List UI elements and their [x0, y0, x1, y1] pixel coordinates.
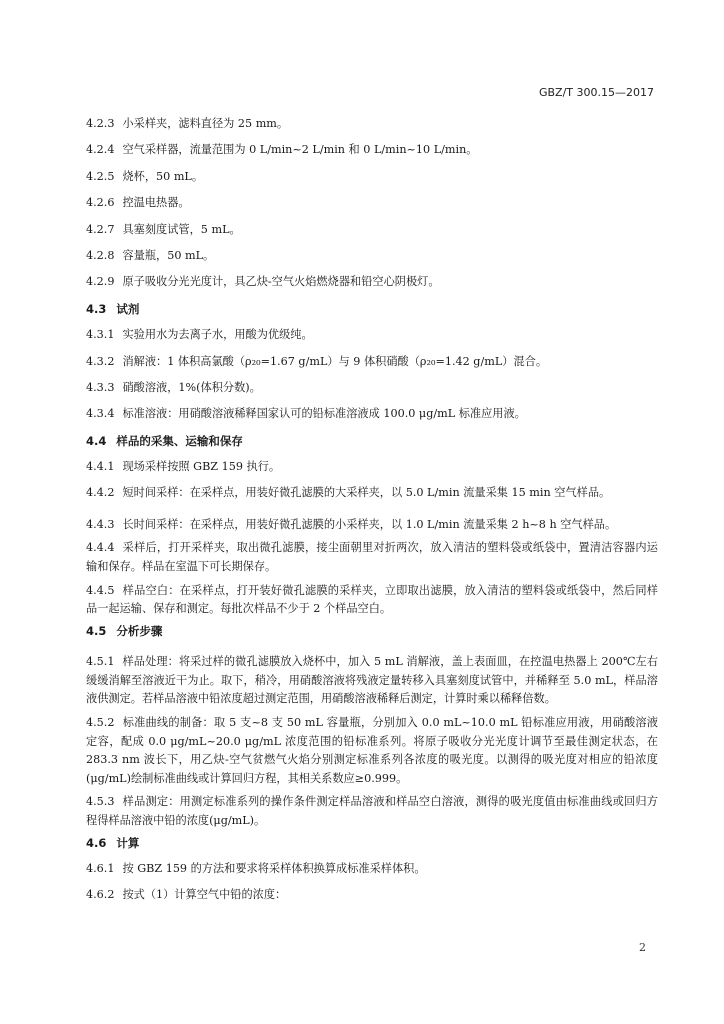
clause-item [86, 170, 658, 196]
clause-number: 4.5 [86, 623, 107, 638]
clause-text: 硝酸溶液，1%(体积分数)。 [122, 380, 261, 394]
clause-item [86, 249, 658, 275]
clause-number: 4.4.5 [86, 583, 115, 597]
clause-item [86, 117, 658, 143]
clause-number: 4.4.1 [86, 460, 115, 474]
clause-text: 采样后，打开采样夹，取出微孔滤膜，接尘面朝里对折两次，放入清洁的塑料袋或纸袋中，置清洁容器内运输和保存。样品在室温下可长期保存。 [86, 541, 658, 574]
clause-number: 4.2.7 [86, 222, 115, 236]
clause-item [86, 143, 658, 169]
section-heading [86, 434, 658, 460]
clause-number: 4.6.2 [86, 888, 115, 902]
clause-number: 4.5.2 [86, 716, 115, 729]
clause-number: 4.6 [86, 835, 107, 850]
clause-number: 4.3.3 [86, 380, 115, 394]
clause-item [86, 196, 658, 222]
clause-number: 4.2.9 [86, 275, 115, 289]
clause-text: 容量瓶，50 mL。 [122, 248, 215, 262]
clause-number: 4.3 [86, 301, 107, 316]
clause-text: 原子吸收分光光度计，具乙炔-空气火焰燃烧器和铅空心阴极灯。 [122, 275, 440, 289]
clause-item [86, 355, 658, 381]
clause-text: 小采样夹，滤料直径为 25 mm。 [122, 117, 289, 130]
clause-paragraph [86, 653, 658, 709]
clause-item [86, 862, 658, 888]
clause-text: 消解液：1 体积高氯酸（ρ₂₀=1.67 g/mL）与 9 体积硝酸（ρ₂₀=1.42 g/mL）混合。 [122, 354, 548, 368]
clause-item [86, 460, 658, 486]
clause-item [86, 888, 658, 914]
clause-number: 4.4.4 [86, 541, 115, 555]
clause-paragraph [86, 793, 658, 830]
clause-paragraph [86, 582, 658, 619]
clause-number: 4.4 [86, 433, 107, 448]
clause-number: 4.5.3 [86, 795, 115, 809]
clause-item [86, 223, 658, 249]
clause-text: 实验用水为去离子水，用酸为优级纯。 [122, 328, 313, 342]
clause-number: 4.2.8 [86, 248, 115, 262]
clause-paragraph [86, 516, 658, 535]
clause-text: 按式（1）计算空气中铅的浓度： [122, 888, 287, 902]
clause-text: 样品空白：在采样点，打开装好微孔滤膜的采样夹，立即取出滤膜，放入清洁的塑料袋或纸袋中，然后同样品一起运输、保存和测定。每批次样品不少于 2 个样品空白。 [86, 583, 658, 616]
section-heading [86, 836, 658, 862]
clause-text: 标准曲线的制备：取 5 支~8 支 50 mL 容量瓶，分别加入 0.0 mL~10.0 mL 铅标准应用液，用硝酸溶液定容，配成 0.0 μg/mL~20.0 μg/mL 浓度范围的铅标准系列。将原子吸收分光光度计调节至最佳测定状态，在 283.3 nm 波长下，用乙炔-空气贫燃气火焰分别测定标准系列各浓度的吸光度。以测得的吸光度对相应的铅浓度(μg/mL)绘制标准曲线或计算回归方程，其相关系数应≥0.999。 [86, 716, 658, 785]
clause-item [86, 328, 658, 354]
clause-number: 4.6.1 [86, 861, 115, 875]
clause-text: 标准溶液：用硝酸溶液稀释国家认可的铅标准溶液成 100.0 μg/mL 标准应用液。 [122, 407, 526, 421]
clause-text: 样品处理：将采过样的微孔滤膜放入烧杯中，加入 5 mL 消解液，盖上表面皿，在控温电热器上 200℃左右缓缓消解至溶液近干为止。取下，稍冷，用硝酸溶液将残液定量转移入具塞刻度试管中，并稀释至 5.0 mL，样品溶液供测定。若样品溶液中铅浓度超过测定范围，用硝酸溶液稀释后测定，计算时乘以稀释倍数。 [86, 655, 658, 706]
clause-text: 现场采样按照 GBZ 159 执行。 [122, 460, 281, 474]
clause-number: 4.3.1 [86, 328, 115, 342]
clause-paragraph [86, 539, 658, 576]
clause-number: 4.4.3 [86, 517, 115, 531]
clause-number: 4.2.3 [86, 117, 115, 130]
clause-text: 具塞刻度试管，5 mL。 [122, 222, 241, 236]
clause-number: 4.2.4 [86, 143, 115, 157]
clause-text: 计算 [116, 835, 140, 850]
clause-number: 4.2.5 [86, 169, 115, 183]
clause-text: 烧杯，50 mL。 [122, 169, 204, 183]
clause-text: 样品测定：用测定标准系列的操作条件测定样品溶液和样品空白溶液，测得的吸光度值由标准曲线或回归方程得样品溶液中铅的浓度(μg/mL)。 [86, 795, 658, 827]
document-body [86, 117, 658, 915]
clause-text: 空气采样器，流量范围为 0 L/min~2 L/min 和 0 L/min~10 L/min。 [122, 143, 478, 157]
page-number: 2 [639, 941, 646, 954]
clause-number: 4.4.2 [86, 486, 115, 500]
clause-text: 按 GBZ 159 的方法和要求将采样体积换算成标准采样体积。 [122, 861, 426, 875]
clause-text: 长时间采样：在采样点，用装好微孔滤膜的小采样夹，以 1.0 L/min 流量采集 2 h~8 h 空气样品。 [122, 517, 617, 531]
section-heading [86, 302, 658, 328]
clause-number: 4.5.1 [86, 655, 115, 669]
clause-item [86, 407, 658, 433]
document-code: GBZ/T 300.15—2017 [538, 86, 654, 99]
clause-text: 样品的采集、运输和保存 [116, 433, 243, 448]
clause-text: 短时间采样：在采样点，用装好微孔滤膜的大采样夹，以 5.0 L/min 流量采集 15 min 空气样品。 [122, 486, 611, 500]
clause-text: 分析步骤 [116, 623, 163, 638]
section-heading [86, 624, 658, 650]
clause-item [86, 275, 658, 301]
clause-text: 控温电热器。 [122, 196, 190, 210]
clause-item [86, 381, 658, 407]
clause-text: 试剂 [116, 301, 140, 316]
clause-item [86, 486, 658, 512]
clause-number: 4.3.4 [86, 407, 115, 421]
clause-paragraph [86, 714, 658, 788]
clause-number: 4.2.6 [86, 196, 115, 210]
clause-number: 4.3.2 [86, 354, 115, 368]
